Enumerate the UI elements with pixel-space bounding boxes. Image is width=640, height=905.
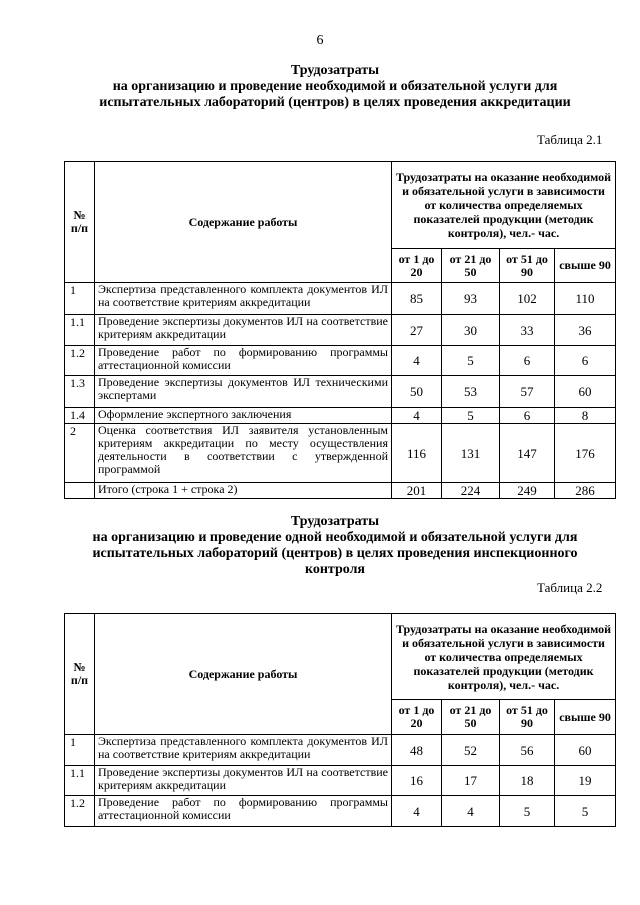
table-row [65,283,616,315]
row-value: 8 [555,408,616,424]
row-value: 36 [555,315,616,346]
header-group: Трудозатраты на оказание необходимой и обязательной услуги в зависимости от количества определяемых показателей продукции (методик контроля), чел.- час. [392,614,616,700]
row-value: 4 [392,408,442,424]
row-value: 17 [442,766,500,796]
row-content: Проведение работ по формированию программы аттестационной комиссии [95,346,392,376]
header-range: от 21 до 50 [442,249,500,283]
section1-table-label: Таблица 2.1 [537,132,603,147]
header-range: свыше 90 [555,700,616,735]
row-value: 5 [442,408,500,424]
row-num: 1.2 [65,796,95,827]
section2-title-line: контроля [304,562,366,577]
row-value: 18 [500,766,555,796]
row-value: 131 [442,424,500,483]
table-2-2 [64,613,616,827]
row-value: 85 [392,283,442,315]
header-content: Содержание работы [95,162,392,283]
row-value: 57 [500,376,555,408]
section1-title-line: Трудозатраты [290,63,380,78]
row-value: 50 [392,376,442,408]
section1-title [70,63,600,111]
row-content: Проведение работ по формированию программы аттестационной комиссии [95,796,392,827]
row-value: 48 [392,735,442,766]
row-value: 201 [392,483,442,499]
section2-title [70,514,600,578]
row-value: 27 [392,315,442,346]
row-value: 93 [442,283,500,315]
header-num: № п/п [65,162,95,283]
row-value: 33 [500,315,555,346]
row-value: 4 [392,796,442,827]
header-range: от 1 до 20 [392,249,442,283]
row-value: 52 [442,735,500,766]
header-range: от 21 до 50 [442,700,500,735]
header-num: № п/п [65,614,95,735]
header-range: свыше 90 [555,249,616,283]
row-content: Экспертиза представленного комплекта документов ИЛ на соответствие критериям аккредитации [95,735,392,766]
table-row [65,735,616,766]
row-num: 2 [65,424,95,483]
row-num [65,483,95,499]
section2-title-line: Трудозатраты [290,514,380,529]
row-value: 102 [500,283,555,315]
table-row [65,796,616,827]
row-value: 116 [392,424,442,483]
row-value: 60 [555,735,616,766]
row-content: Проведение экспертизы документов ИЛ техническими экспертами [95,376,392,408]
row-content: Проведение экспертизы документов ИЛ на соответствие критериям аккредитации [95,766,392,796]
table-row [65,376,616,408]
table-row [65,315,616,346]
row-value: 4 [392,346,442,376]
row-content: Оформление экспертного заключения [95,408,392,424]
header-range: от 1 до 20 [392,700,442,735]
section1-title-line: испытательных лабораторий (центров) в целях проведения аккредитации [99,95,571,110]
section1-title-line: на организацию и проведение необходимой и обязательной услуги для [112,79,558,94]
table-row [65,408,616,424]
row-value: 5 [555,796,616,827]
row-value: 224 [442,483,500,499]
section2-title-line: испытательных лабораторий (центров) в целях проведения инспекционного [92,546,578,561]
page-number: 6 [316,33,324,48]
row-content: Итого (строка 1 + строка 2) [95,483,392,499]
table-row [65,766,616,796]
row-value: 147 [500,424,555,483]
table-row-total [65,483,616,499]
row-num: 1.4 [65,408,95,424]
row-value: 53 [442,376,500,408]
row-content: Проведение экспертизы документов ИЛ на соответствие критериям аккредитации [95,315,392,346]
row-num: 1.2 [65,346,95,376]
row-value: 30 [442,315,500,346]
header-content: Содержание работы [95,614,392,735]
row-value: 6 [500,408,555,424]
row-content: Экспертиза представленного комплекта документов ИЛ на соответствие критериям аккредитации [95,283,392,315]
section2-title-line: на организацию и проведение одной необходимой и обязательной услуги для [92,530,578,545]
row-value: 60 [555,376,616,408]
header-group: Трудозатраты на оказание необходимой и обязательной услуги в зависимости от количества определяемых показателей продукции (методик контроля), чел.- час. [392,162,616,249]
row-num: 1 [65,735,95,766]
row-content: Оценка соответствия ИЛ заявителя установленным критериям аккредитации по месту осуществления деятельности в соответствии с утвержденной программой [95,424,392,483]
row-num: 1.3 [65,376,95,408]
row-value: 16 [392,766,442,796]
header-range: от 51 до 90 [500,700,555,735]
row-value: 176 [555,424,616,483]
row-value: 4 [442,796,500,827]
table-row [65,346,616,376]
row-value: 286 [555,483,616,499]
row-num: 1.1 [65,766,95,796]
table-2-1 [64,161,616,499]
row-value: 19 [555,766,616,796]
row-value: 6 [500,346,555,376]
row-num: 1.1 [65,315,95,346]
row-value: 5 [442,346,500,376]
table-row [65,424,616,483]
row-num: 1 [65,283,95,315]
section2-table-label: Таблица 2.2 [537,580,603,595]
row-value: 110 [555,283,616,315]
row-value: 249 [500,483,555,499]
row-value: 56 [500,735,555,766]
row-value: 6 [555,346,616,376]
row-value: 5 [500,796,555,827]
header-range: от 51 до 90 [500,249,555,283]
